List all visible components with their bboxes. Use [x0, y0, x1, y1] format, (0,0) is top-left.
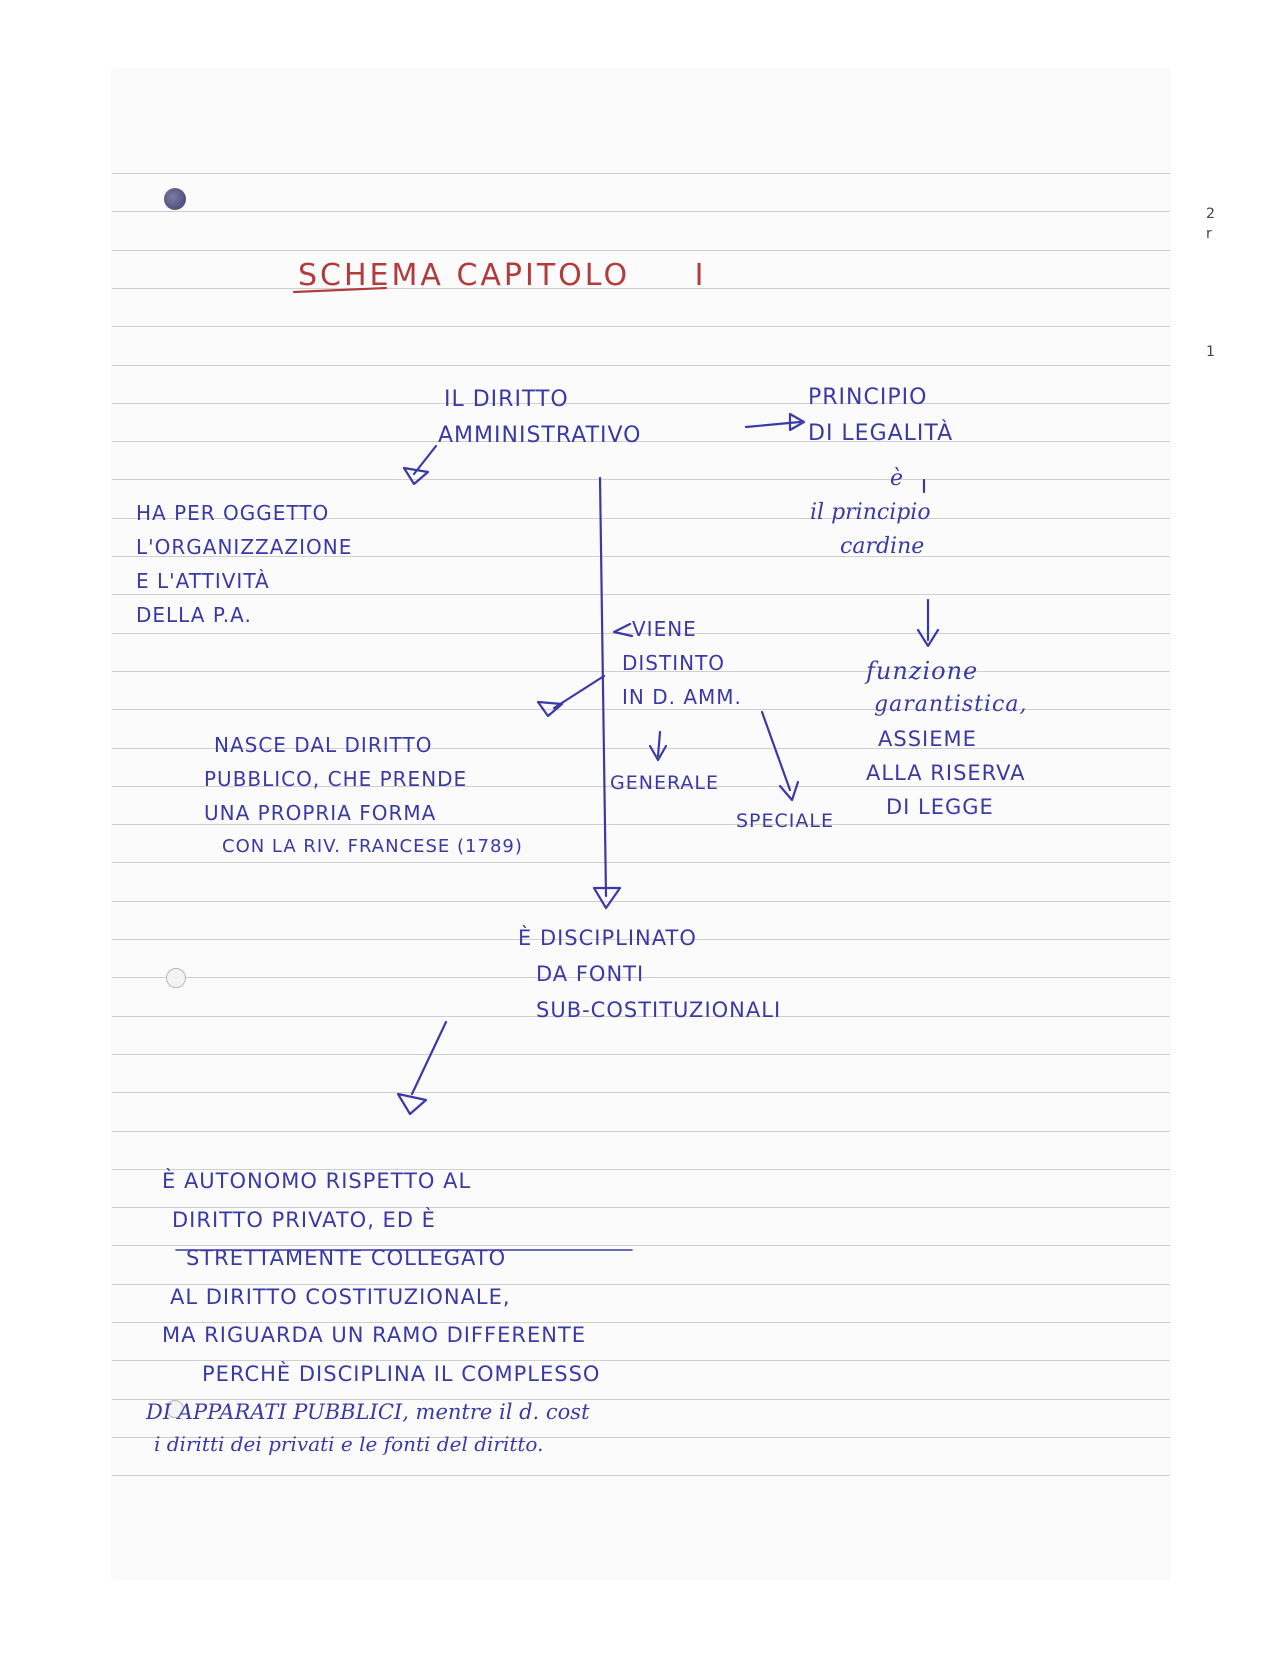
origin-line-4: CON LA RIV. FRANCESE (1789) [222, 836, 523, 857]
principle-note-line-2: il principio [810, 500, 931, 525]
principle-line-1: PRINCIPIO [808, 385, 928, 410]
margin-mark-3: 1 [1206, 344, 1215, 360]
distinction-line-3: IN D. AMM. [622, 685, 742, 709]
arrowhead-root-to-object [404, 468, 428, 484]
object-line-1: HA PER OGGETTO [136, 501, 330, 525]
autonomy-tail-line-2: i diritti dei privati e le fonti del diritto. [154, 1432, 544, 1456]
sources-line-1: È DISCIPLINATO [518, 926, 697, 950]
object-line-4: DELLA P.A. [136, 603, 252, 627]
arrowhead-spine-to-distinction [614, 624, 632, 636]
principle-line-2: DI LEGALITÀ [808, 421, 954, 446]
arrow-sources-to-autonomy [412, 1022, 446, 1094]
object-line-3: E L'ATTIVITÀ [136, 569, 270, 593]
title-underline [294, 288, 386, 292]
distinction-line-2: DISTINTO [622, 651, 726, 675]
sources-line-3: SUB-COSTITUZIONALI [536, 998, 782, 1022]
principle-note-line-1: è [890, 466, 904, 491]
root-line-2: AMMINISTRATIVO [438, 423, 642, 448]
arrowhead-spine-to-origin [538, 702, 562, 716]
arrow-root-to-principle [746, 422, 800, 427]
margin-mark-1: 2 [1206, 206, 1215, 222]
function-line-2: garantistica, [874, 692, 1028, 717]
autonomy-line-1: È AUTONOMO RISPETTO AL [162, 1169, 472, 1193]
autonomy-tail-line-1: DI APPARATI PUBBLICI, mentre il d. cost [146, 1400, 590, 1424]
margin-mark-2: r [1206, 226, 1212, 242]
function-line-4: ALLA RISERVA [866, 761, 1026, 785]
page-title-numeral: I [694, 258, 707, 293]
object-line-2: L'ORGANIZZAZIONE [136, 535, 353, 559]
autonomy-line-3: STRETTAMENTE COLLEGATO [186, 1246, 507, 1270]
general-label: GENERALE [610, 772, 719, 794]
arrow-distinction-to-special [762, 712, 790, 790]
function-line-1: funzione [866, 657, 979, 685]
function-line-3: ASSIEME [878, 727, 977, 751]
root-line-1: IL DIRITTO [444, 387, 569, 412]
origin-line-2: PUBBLICO, CHE PRENDE [204, 767, 468, 791]
autonomy-line-2: DIRITTO PRIVATO, ED È [172, 1207, 436, 1232]
origin-line-3: UNA PROPRIA FORMA [204, 801, 437, 825]
origin-line-1: NASCE DAL DIRITTO [214, 733, 433, 757]
function-line-5: DI LEGGE [886, 795, 994, 819]
arrow-distinction-to-general [658, 732, 660, 756]
page-title-text: SCHEMA CAPITOLO [298, 258, 631, 293]
special-label: SPECIALE [736, 810, 834, 832]
arrowhead-sources-to-autonomy [398, 1094, 426, 1114]
main-spine [600, 478, 606, 896]
distinction-line-1: VIENE [632, 617, 697, 641]
principle-note-line-3: cardine [840, 534, 925, 559]
sources-line-2: DA FONTI [536, 962, 645, 986]
autonomy-line-6: PERCHÈ DISCIPLINA IL COMPLESSO [202, 1361, 601, 1386]
autonomy-line-5: MA RIGUARDA UN RAMO DIFFERENTE [162, 1323, 587, 1347]
autonomy-line-4: AL DIRITTO COSTITUZIONALE, [170, 1284, 511, 1309]
